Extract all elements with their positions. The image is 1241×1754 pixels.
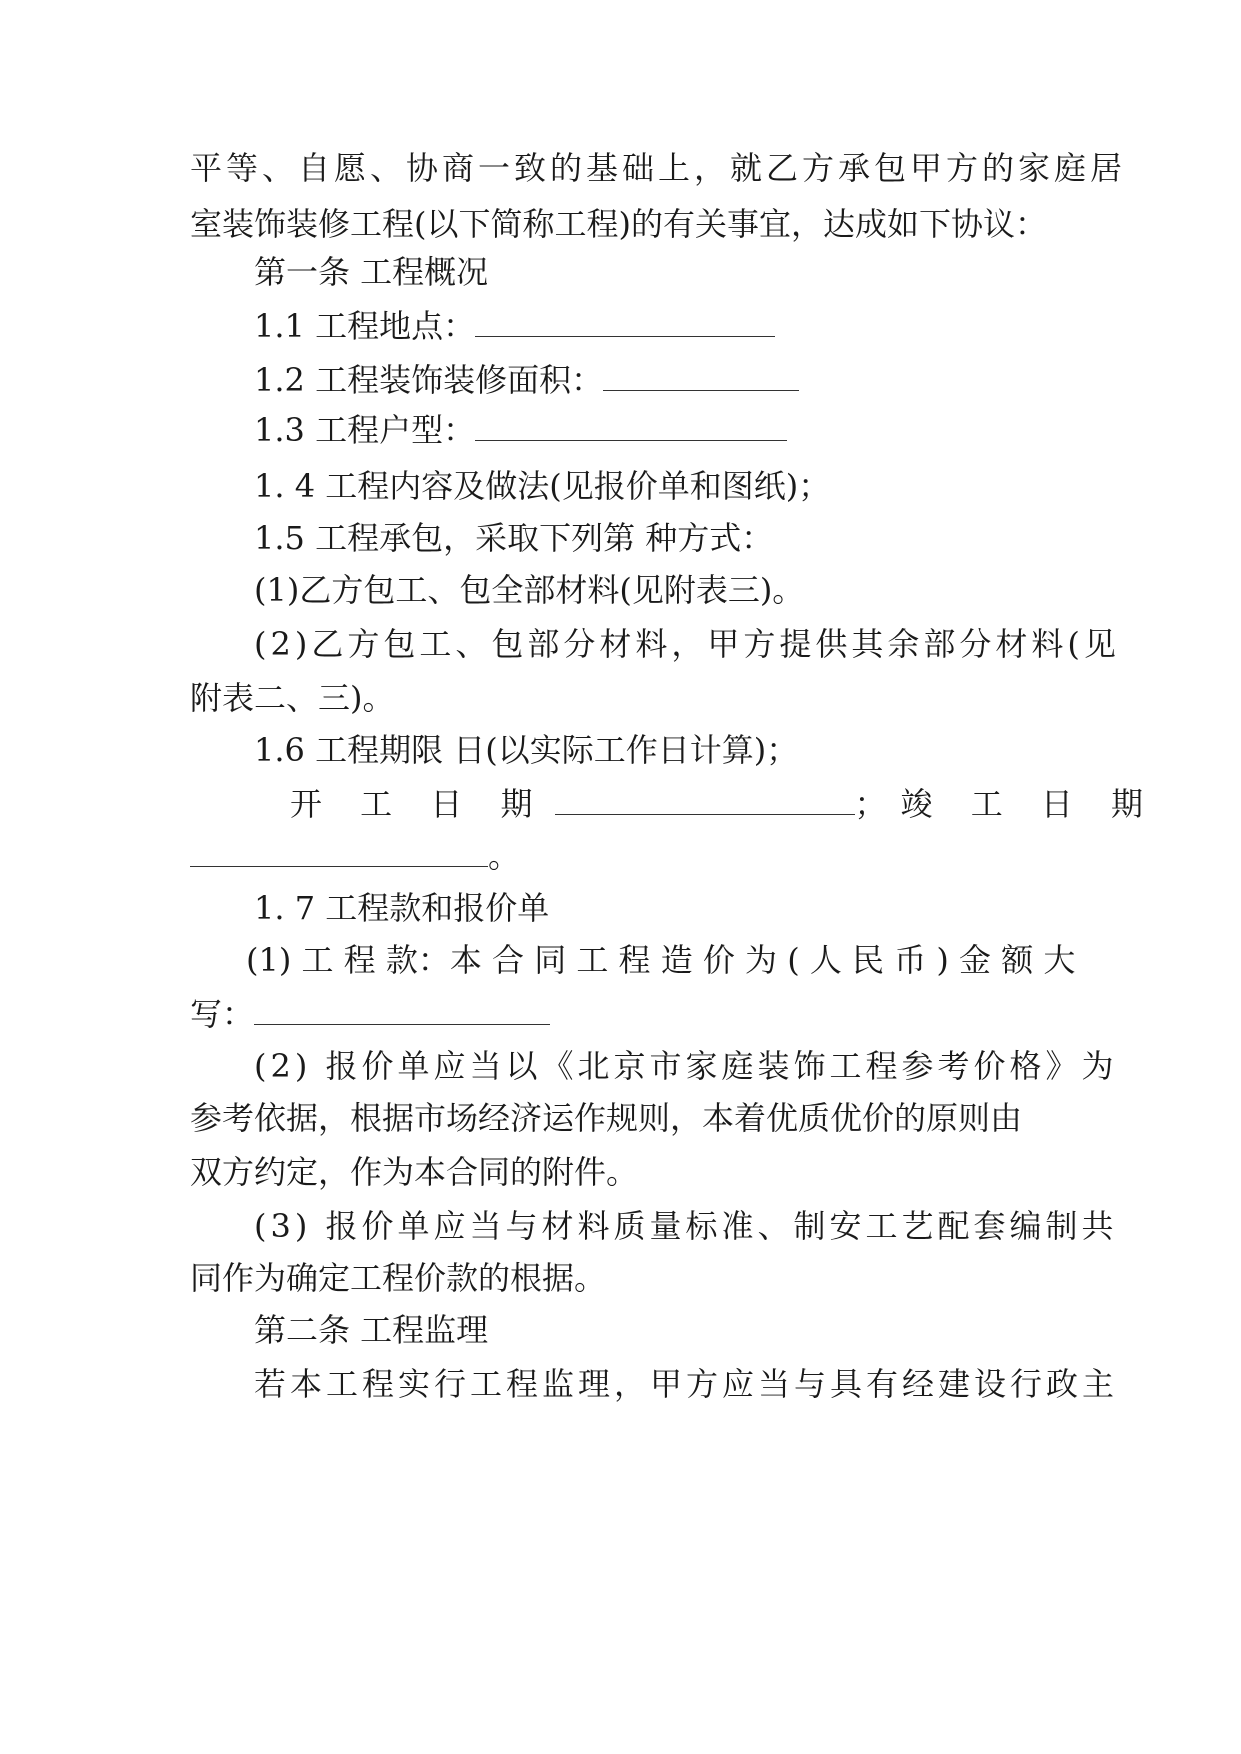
blank-line — [475, 412, 787, 441]
text-line: 1.6 工程期限 日(以实际工作日计算)； — [254, 731, 799, 769]
text-line: 同作为确定工程价款的根据。 — [190, 1259, 607, 1297]
field-location — [254, 306, 1052, 346]
field-label: 1.3 工程户型： — [254, 411, 476, 449]
field-amount — [190, 994, 1052, 1034]
blank-line — [475, 308, 775, 337]
blank-line — [603, 362, 799, 391]
blank-line — [190, 838, 488, 867]
field-unit-type — [254, 410, 1052, 450]
field-label: 写： — [190, 995, 255, 1033]
text-line: (2) 报价单应当以《北京市家庭装饰工程参考价格》为 — [254, 1047, 1118, 1085]
text-line: (2)乙方包工、包部分材料，甲方提供其余部分材料(见 — [254, 625, 1120, 663]
field-area — [254, 360, 1052, 400]
field-label: 1.1 工程地点： — [254, 307, 476, 345]
text-line: 附表二、三)。 — [190, 679, 395, 717]
text-line: 1. 7 工程款和报价单 — [254, 889, 550, 927]
text-line: 室装饰装修工程(以下简称工程)的有关事宜，达成如下协议： — [190, 205, 1047, 243]
text-line: 平等、自愿、协商一致的基础上，就乙方承包甲方的家庭居 — [190, 149, 1127, 187]
text-line: 参考依据，根据市场经济运作规则，本着优质优价的原则由 — [190, 1099, 1023, 1137]
section-heading: 第一条 工程概况 — [254, 253, 489, 291]
field-label: 开 工 日 期 — [290, 785, 547, 823]
text-line: (1) 工 程 款：本 合 同 工 程 造 价 为 ( 人 民 币 ) 金 额 大 — [246, 941, 1076, 979]
blank-line — [555, 786, 855, 815]
blank-line — [254, 996, 550, 1025]
field-label: ；竣 工 日 期 — [854, 785, 1158, 823]
field-dates — [290, 784, 1158, 824]
text-line: 双方约定，作为本合同的附件。 — [190, 1153, 639, 1191]
field-label: 1.2 工程装饰装修面积： — [254, 361, 604, 399]
text-line: 若本工程实行工程监理，甲方应当与具有经建设行政主 — [254, 1365, 1119, 1403]
text-line: 1. 4 工程内容及做法(见报价单和图纸)； — [254, 467, 831, 505]
field-label: 。 — [488, 837, 521, 875]
text-line: (1)乙方包工、包全部材料(见附表三)。 — [254, 571, 805, 609]
text-line: 1.5 工程承包，采取下列第 种方式： — [254, 519, 774, 557]
section-heading: 第二条 工程监理 — [254, 1311, 489, 1349]
text-line: (3) 报价单应当与材料质量标准、制安工艺配套编制共 — [254, 1207, 1118, 1245]
field-completion-date — [190, 836, 1052, 876]
